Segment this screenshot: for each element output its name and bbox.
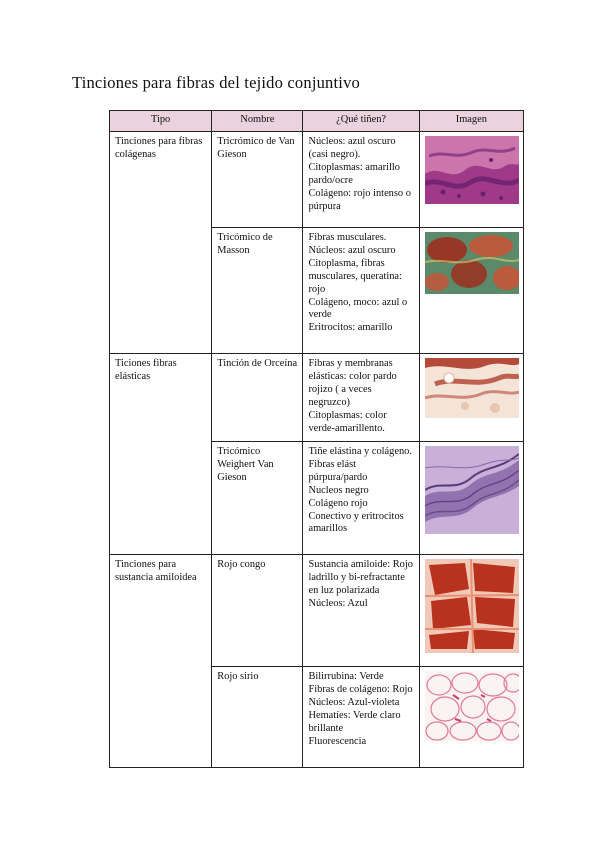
stain-result: Colágeno: rojo intenso o púrpura — [308, 187, 411, 212]
stains-table — [109, 110, 524, 768]
header-nombre: Nombre — [212, 111, 303, 132]
stain-result: Núcleos: Azul — [308, 597, 368, 609]
stain-result: Tiñe elástina y colágeno. — [308, 446, 412, 457]
stain-result: Núcleos: Azul-violeta — [308, 696, 400, 708]
nombre-cell: Rojo congo — [212, 555, 303, 667]
masson-micrograph-icon — [425, 232, 519, 294]
sirius-red-micrograph-icon — [425, 671, 519, 741]
stain-result: Bilirrubina: Verde — [308, 671, 384, 682]
stain-result: Conectivo y eritrocitos amarillos — [308, 510, 404, 535]
weigert-van-gieson-micrograph-icon — [425, 446, 519, 534]
imagen-cell — [419, 354, 523, 442]
nombre-cell: Tricómico Weighert Van Gieson — [212, 442, 303, 555]
imagen-cell — [419, 228, 523, 354]
stain-result: Núcleos: azul oscuro (casi negro). — [308, 136, 396, 160]
imagen-cell — [419, 555, 523, 667]
que-tinen-cell — [303, 228, 419, 354]
stain-result: Citoplasma, fibras musculares, queratina: rojo — [308, 257, 402, 295]
stain-result: Fibras de colágeno: Rojo — [308, 683, 413, 695]
stain-result: Fibras musculares. — [308, 232, 387, 243]
stain-result: Sustancia amiloide: Rojo ladrillo y bi-refractante en luz polarizada — [308, 559, 413, 596]
nombre-cell: Tricrómico de Van Gieson — [212, 132, 303, 228]
que-tinen-cell — [303, 354, 419, 442]
stain-result: Núcleos: azul oscuro — [308, 244, 396, 256]
header-imagen: Imagen — [419, 111, 523, 132]
stain-result: Nucleos negro — [308, 484, 369, 496]
congo-red-micrograph-icon — [425, 559, 519, 653]
page-title: Tinciones para fibras del tejido conjuntivo — [72, 73, 360, 92]
nombre-cell: Tricómico de Masson — [212, 228, 303, 354]
tipo-cell: Ticiones fibras elásticas — [110, 354, 212, 555]
table-row — [110, 132, 524, 228]
stain-result: Eritrocitos: amarillo — [308, 322, 393, 334]
table-row — [110, 354, 524, 442]
table-row — [110, 555, 524, 667]
stain-result: Hematíes: Verde claro brillante — [308, 709, 401, 734]
table-header-row — [110, 111, 524, 132]
stain-result: Colágeno rojo — [308, 497, 368, 509]
nombre-cell: Tinción de Orceína — [212, 354, 303, 442]
stain-result: Fluorescencia — [308, 735, 367, 747]
orcein-micrograph-icon — [425, 358, 519, 418]
que-tinen-cell — [303, 442, 419, 555]
stain-result: Colágeno, moco: azul o verde — [308, 296, 408, 321]
imagen-cell — [419, 132, 523, 228]
header-que-tinen: ¿Qué tiñen? — [303, 111, 419, 132]
nombre-cell: Rojo sirio — [212, 667, 303, 768]
stain-result: Fibras y membranas elásticas: color pardo rojizo ( a veces negruzco) — [308, 358, 397, 408]
imagen-cell — [419, 667, 523, 768]
header-tipo: Tipo — [110, 111, 212, 132]
van-gieson-micrograph-icon — [425, 136, 519, 204]
tipo-cell: Tinciones para fibras colágenas — [110, 132, 212, 354]
imagen-cell — [419, 442, 523, 555]
stain-result: Citoplasmas: amarillo pardo/ocre — [308, 161, 400, 186]
stain-result: Fibras elást púrpura/pardo — [308, 458, 368, 483]
tipo-cell: Tinciones para sustancia amiloidea — [110, 555, 212, 768]
que-tinen-cell — [303, 132, 419, 228]
que-tinen-cell — [303, 667, 419, 768]
stain-result: Citoplasmas: color verde-amarillento. — [308, 409, 387, 434]
que-tinen-cell — [303, 555, 419, 667]
